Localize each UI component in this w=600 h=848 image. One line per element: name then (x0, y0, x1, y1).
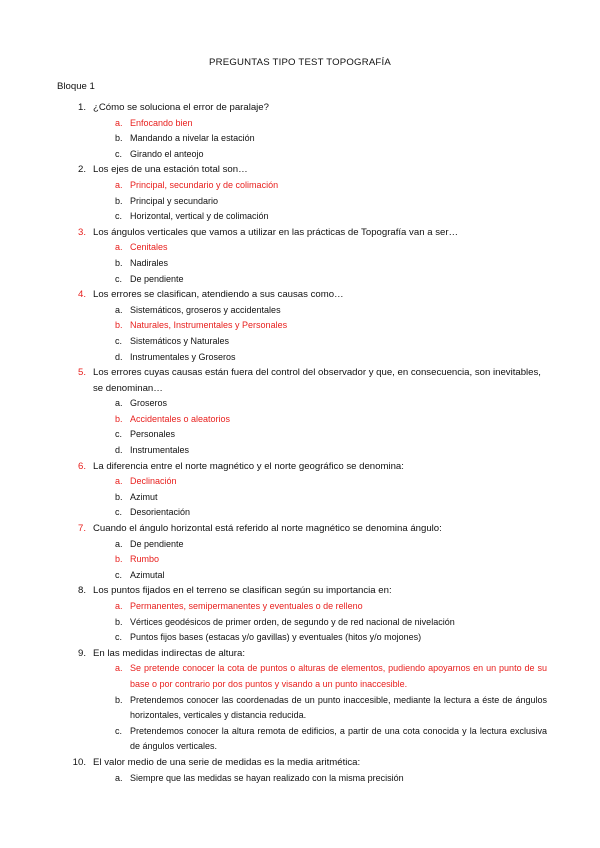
answer-option (115, 209, 547, 225)
option-letter: c. (115, 211, 123, 222)
option-text: Personales (130, 429, 176, 440)
option-text: Enfocando bien (130, 117, 193, 128)
option-text: De pendiente (130, 273, 184, 284)
answer-option (115, 350, 547, 366)
option-letter: b. (115, 133, 123, 144)
option-text: Siempre que las medidas se hayan realizado con la misma precisión (130, 772, 404, 783)
option-letter: a. (115, 772, 123, 783)
option-text: Instrumentales y Groseros (130, 351, 236, 362)
question-row (57, 287, 547, 303)
option-letter: a. (115, 179, 123, 190)
option-letter: a. (115, 398, 123, 409)
answer-option (115, 256, 547, 272)
answer-option (115, 334, 547, 350)
option-text: Azimutal (130, 569, 165, 580)
option-text: Naturales, Instrumentales y Personales (130, 320, 288, 331)
option-list (57, 178, 547, 225)
option-letter: c. (115, 632, 123, 643)
option-letter: a. (115, 538, 123, 549)
option-text: Principal, secundario y de colimación (130, 179, 279, 190)
option-list (57, 474, 547, 521)
answer-option (115, 630, 547, 646)
option-text: Mandando a nivelar la estación (130, 133, 255, 144)
option-letter: c. (115, 569, 123, 580)
answer-option (115, 116, 547, 132)
option-letter: c. (115, 273, 123, 284)
question-text: El valor medio de una serie de medidas es la media aritmética: (93, 756, 361, 768)
question-number: 1. (77, 102, 86, 113)
option-list (57, 303, 547, 365)
answer-option (115, 599, 547, 615)
question-item (57, 100, 547, 162)
question-item (57, 521, 547, 583)
option-letter: b. (115, 320, 123, 331)
option-letter: c. (115, 335, 123, 346)
option-letter: a. (115, 601, 123, 611)
option-letter: b. (115, 616, 123, 627)
question-row (57, 162, 547, 178)
option-list (57, 240, 547, 287)
option-letter: c. (115, 148, 123, 159)
option-text: Pretendemos conocer la altura remota de edificios, a partir de una cota conocida y la lectura exclusiva de ángulos verticales. (130, 725, 547, 752)
option-letter: a. (115, 304, 123, 315)
block-heading: Bloque 1 (57, 81, 95, 92)
option-text: Instrumentales (130, 445, 190, 456)
option-text: Azimut (130, 491, 158, 502)
answer-option (115, 272, 547, 288)
question-row (57, 459, 547, 475)
answer-option (115, 552, 547, 568)
answer-option (115, 147, 547, 163)
answer-option (115, 568, 547, 584)
option-text: Puntos fijos bases (estacas y/o gavillas) y eventuales (hitos y/o mojones) (130, 632, 422, 643)
option-list (57, 599, 547, 646)
option-text: Girando el anteojo (130, 148, 204, 159)
question-number: 9. (77, 647, 86, 659)
option-text: Horizontal, vertical y de colimación (130, 211, 269, 222)
question-list (57, 100, 547, 786)
option-list (57, 771, 547, 787)
option-list (57, 396, 547, 458)
question-text: Los ejes de una estación total son… (93, 164, 248, 176)
question-row (57, 225, 547, 241)
answer-option (115, 724, 547, 755)
question-item (57, 583, 547, 645)
answer-option (115, 427, 547, 443)
option-text: De pendiente (130, 538, 184, 549)
question-number: 4. (77, 289, 86, 301)
answer-option (115, 661, 547, 692)
option-text: Cenitales (130, 242, 168, 253)
question-row (57, 365, 547, 396)
question-item (57, 162, 547, 224)
option-text: Pretendemos conocer las coordenadas de un punto inaccesible, mediante la lectura a éste de ángulos horizontales, verticales y distancia reducida. (130, 694, 547, 721)
option-letter: d. (115, 445, 123, 456)
option-letter: a. (115, 242, 123, 253)
option-text: Se pretende conocer la cota de puntos o alturas de elementos, pudiendo apoyarnos en un punto de su base o por contrario por dos puntos y visando a un punto inaccesible. (130, 663, 547, 689)
option-letter: b. (115, 694, 123, 705)
answer-option (115, 537, 547, 553)
document-title: PREGUNTAS TIPO TEST TOPOGRAFÍA (209, 57, 391, 68)
option-letter: a. (115, 663, 123, 674)
question-text: Cuando el ángulo horizontal está referido al norte magnético se denomina ángulo: (93, 523, 442, 535)
answer-option (115, 505, 547, 521)
question-item (57, 646, 547, 755)
option-list (57, 661, 547, 755)
answer-option (115, 240, 547, 256)
question-number: 3. (77, 226, 86, 238)
question-row (57, 521, 547, 537)
answer-option (115, 771, 547, 787)
option-letter: b. (115, 413, 123, 424)
option-letter: b. (115, 195, 123, 206)
question-text: Los ángulos verticales que vamos a utilizar en las prácticas de Topografía van a ser… (93, 226, 459, 238)
question-number: 7. (77, 523, 86, 535)
answer-option (115, 474, 547, 490)
option-text: Desorientación (130, 507, 191, 518)
option-text: Sistemáticos y Naturales (130, 335, 230, 346)
answer-option (115, 194, 547, 210)
question-row (57, 646, 547, 662)
option-letter: a. (115, 476, 123, 487)
option-list (57, 116, 547, 163)
question-text: En las medidas indirectas de altura: (93, 647, 245, 659)
option-letter: c. (115, 725, 123, 736)
answer-option (115, 131, 547, 147)
option-text: Rumbo (130, 554, 160, 565)
option-letter: c. (115, 507, 123, 518)
option-text: Groseros (130, 398, 168, 409)
question-text: Los errores cuyas causas están fuera del control del observador y que, en consecuencia, son inevitables, se denominan… (93, 367, 541, 394)
option-text: Principal y secundario (130, 195, 219, 206)
question-text: ¿Cómo se soluciona el error de paralaje? (93, 102, 269, 113)
answer-option (115, 490, 547, 506)
question-item (57, 459, 547, 521)
answer-option (115, 615, 547, 631)
answer-option (115, 443, 547, 459)
question-item (57, 287, 547, 365)
question-text: La diferencia entre el norte magnético y el norte geográfico se denomina: (93, 460, 404, 472)
question-item (57, 365, 547, 459)
question-text: Los puntos fijados en el terreno se clasifican según su importancia en: (93, 585, 392, 597)
option-list (57, 537, 547, 584)
answer-option (115, 693, 547, 724)
question-item (57, 225, 547, 287)
option-text: Declinación (130, 476, 177, 487)
answer-option (115, 396, 547, 412)
question-row (57, 583, 547, 599)
question-text: Los errores se clasifican, atendiendo a sus causas como… (93, 289, 344, 301)
question-number: 8. (77, 585, 86, 597)
option-letter: b. (115, 491, 123, 502)
option-text: Nadirales (130, 257, 169, 268)
option-text: Accidentales o aleatorios (130, 413, 231, 424)
question-item (57, 755, 547, 786)
option-letter: c. (115, 429, 123, 440)
answer-option (115, 303, 547, 319)
question-number: 5. (77, 367, 86, 379)
option-text: Sistemáticos, groseros y accidentales (130, 304, 281, 315)
question-number: 2. (77, 164, 86, 176)
option-text: Vértices geodésicos de primer orden, de segundo y de red nacional de nivelación (130, 616, 455, 627)
answer-option (115, 178, 547, 194)
question-row (57, 755, 547, 771)
question-row (57, 100, 547, 116)
option-letter: a. (115, 117, 123, 128)
option-letter: b. (115, 554, 123, 565)
answer-option (115, 318, 547, 334)
option-letter: d. (115, 351, 123, 362)
question-number: 6. (77, 460, 86, 472)
answer-option (115, 412, 547, 428)
option-text: Permanentes, semipermanentes y eventuales o de relleno (130, 601, 363, 611)
question-number: 10. (72, 756, 86, 768)
option-letter: b. (115, 257, 123, 268)
